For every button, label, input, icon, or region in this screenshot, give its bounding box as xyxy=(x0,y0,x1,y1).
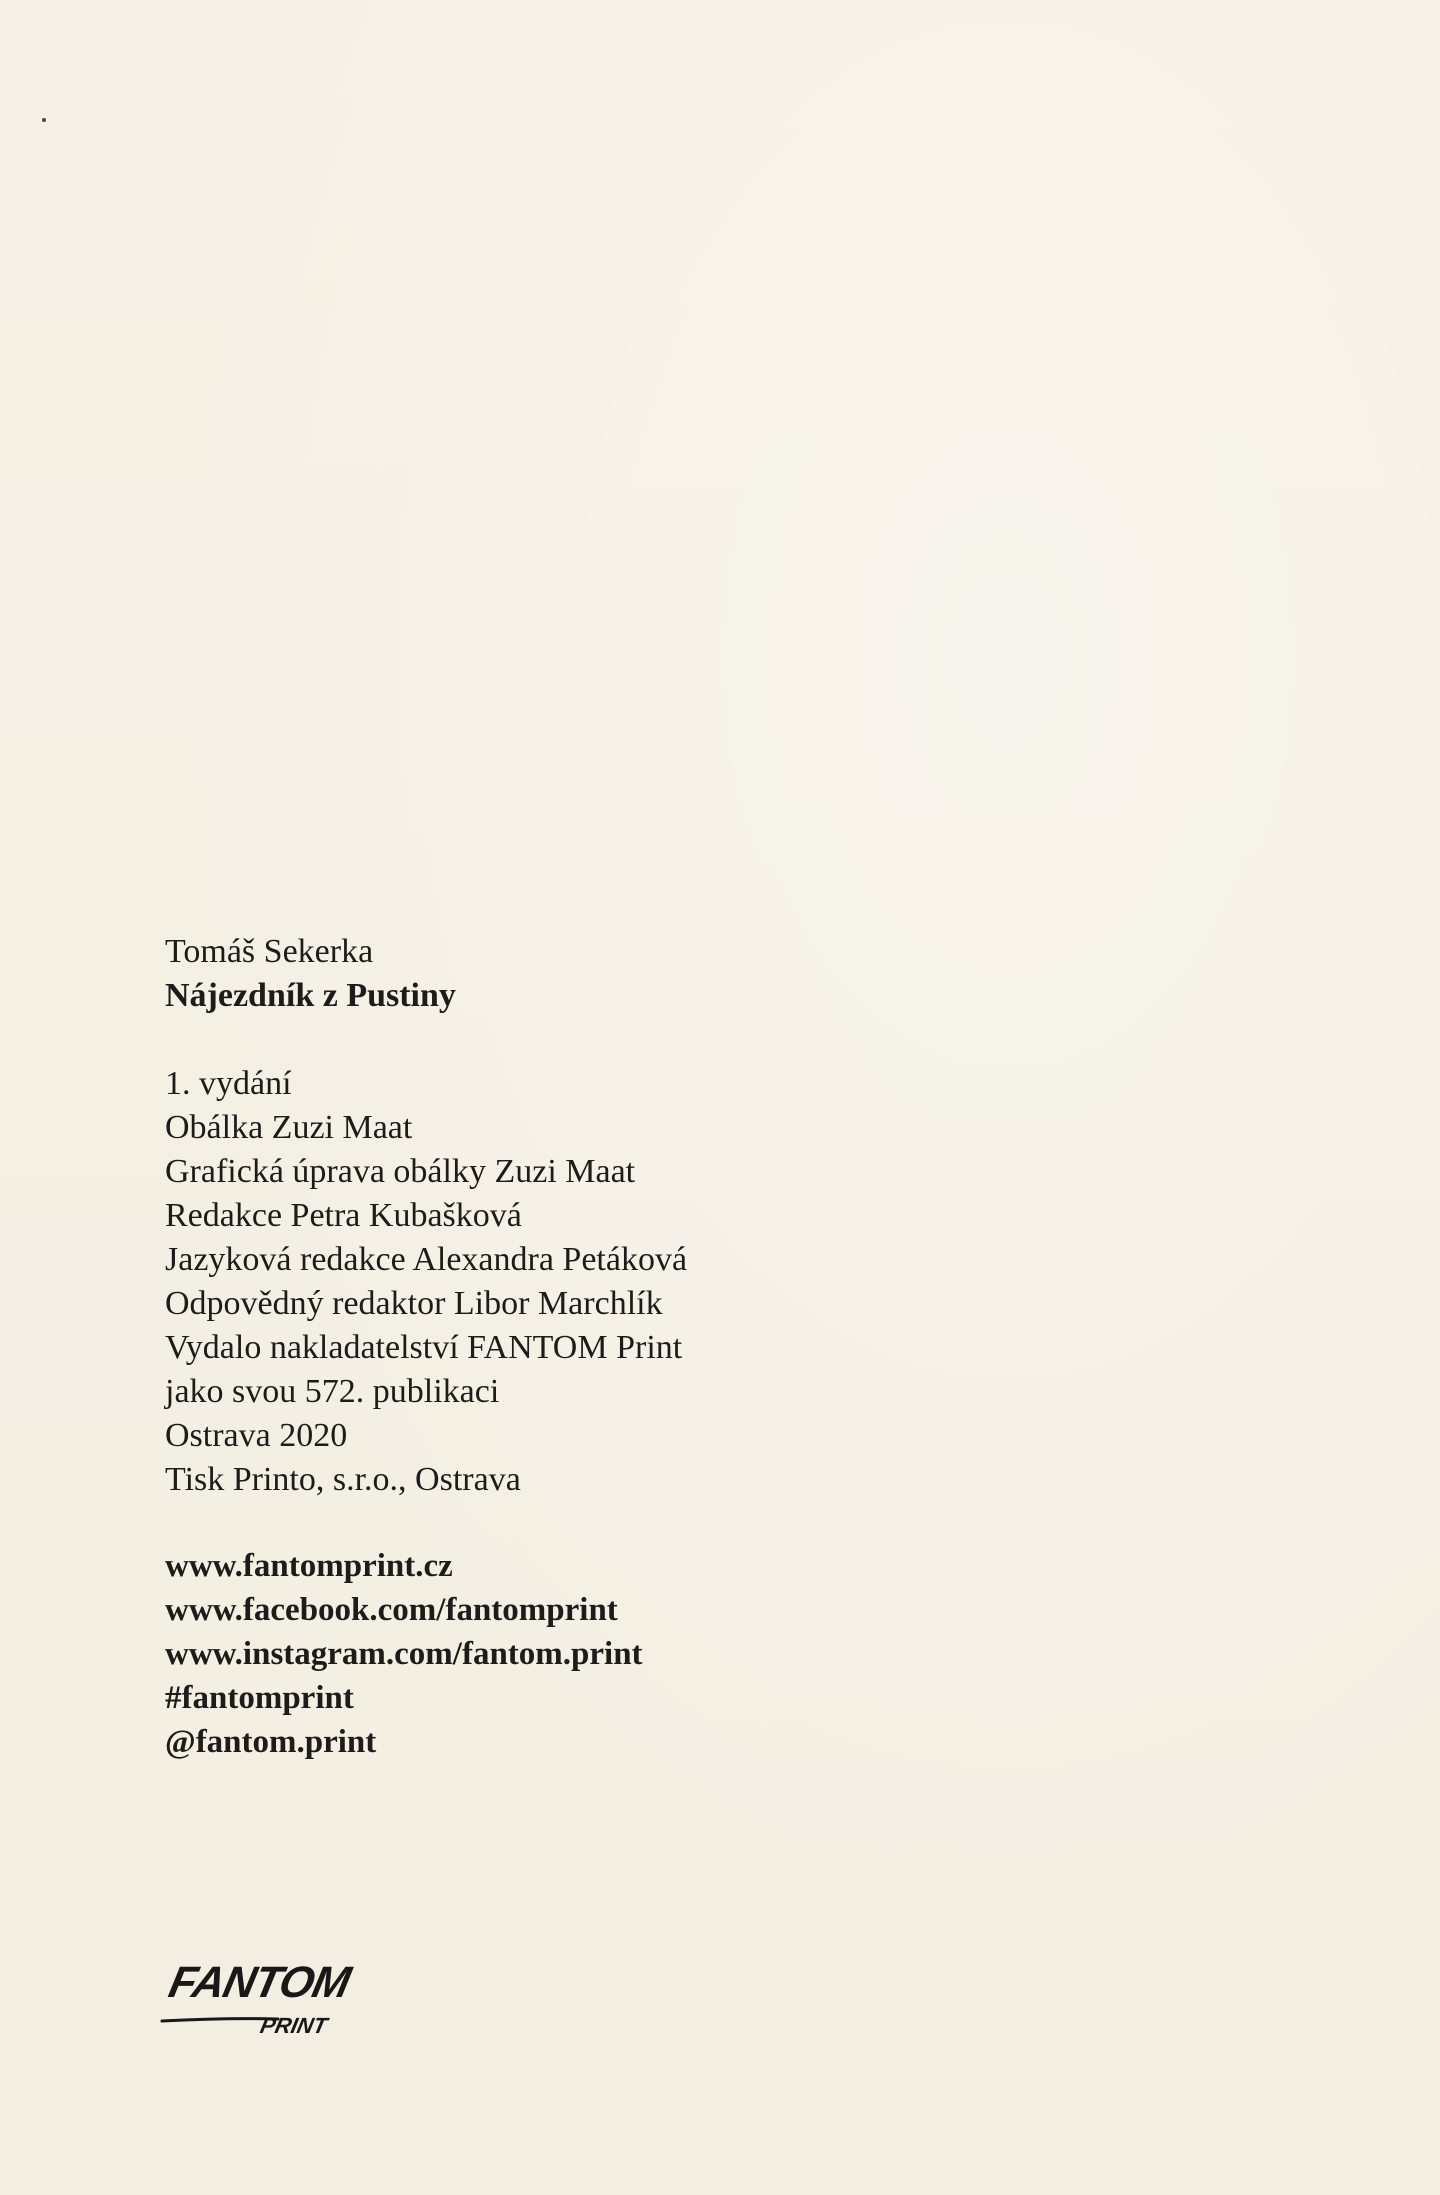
language-editor-credit: Jazyková redakce Alexandra Petáková xyxy=(165,1241,688,1278)
place-year: Ostrava 2020 xyxy=(165,1417,348,1454)
logo-word-fantom: FANTOM xyxy=(164,1958,354,2007)
responsible-editor-credit: Odpovědný redaktor Libor Marchlík xyxy=(165,1285,663,1322)
logo-word-print: PRINT xyxy=(258,2013,330,2038)
author-name: Tomáš Sekerka xyxy=(165,933,374,970)
book-title: Nájezdník z Pustiny xyxy=(165,977,456,1014)
web-links xyxy=(165,1544,1065,1764)
instagram-link[interactable]: www.instagram.com/fantom.print xyxy=(165,1636,643,1672)
editor-credit: Redakce Petra Kubašková xyxy=(165,1197,522,1234)
fantom-print-logo xyxy=(160,1935,370,2055)
facebook-link[interactable]: www.facebook.com/fantomprint xyxy=(165,1592,618,1628)
hashtag: #fantomprint xyxy=(165,1680,354,1716)
spacer xyxy=(165,1018,1065,1062)
print-speck xyxy=(42,118,46,122)
website-link[interactable]: www.fantomprint.cz xyxy=(165,1548,453,1584)
cover-design-credit: Grafická úprava obálky Zuzi Maat xyxy=(165,1153,636,1190)
social-handle: @fantom.print xyxy=(165,1724,377,1760)
imprint-block xyxy=(165,930,1065,1764)
printer-credit: Tisk Printo, s.r.o., Ostrava xyxy=(165,1461,521,1498)
publication-number: jako svou 572. publikaci xyxy=(165,1373,500,1410)
edition: 1. vydání xyxy=(165,1065,292,1102)
spacer xyxy=(165,1502,1065,1544)
cover-credit: Obálka Zuzi Maat xyxy=(165,1109,413,1146)
publisher-line: Vydalo nakladatelství FANTOM Print xyxy=(165,1329,683,1366)
